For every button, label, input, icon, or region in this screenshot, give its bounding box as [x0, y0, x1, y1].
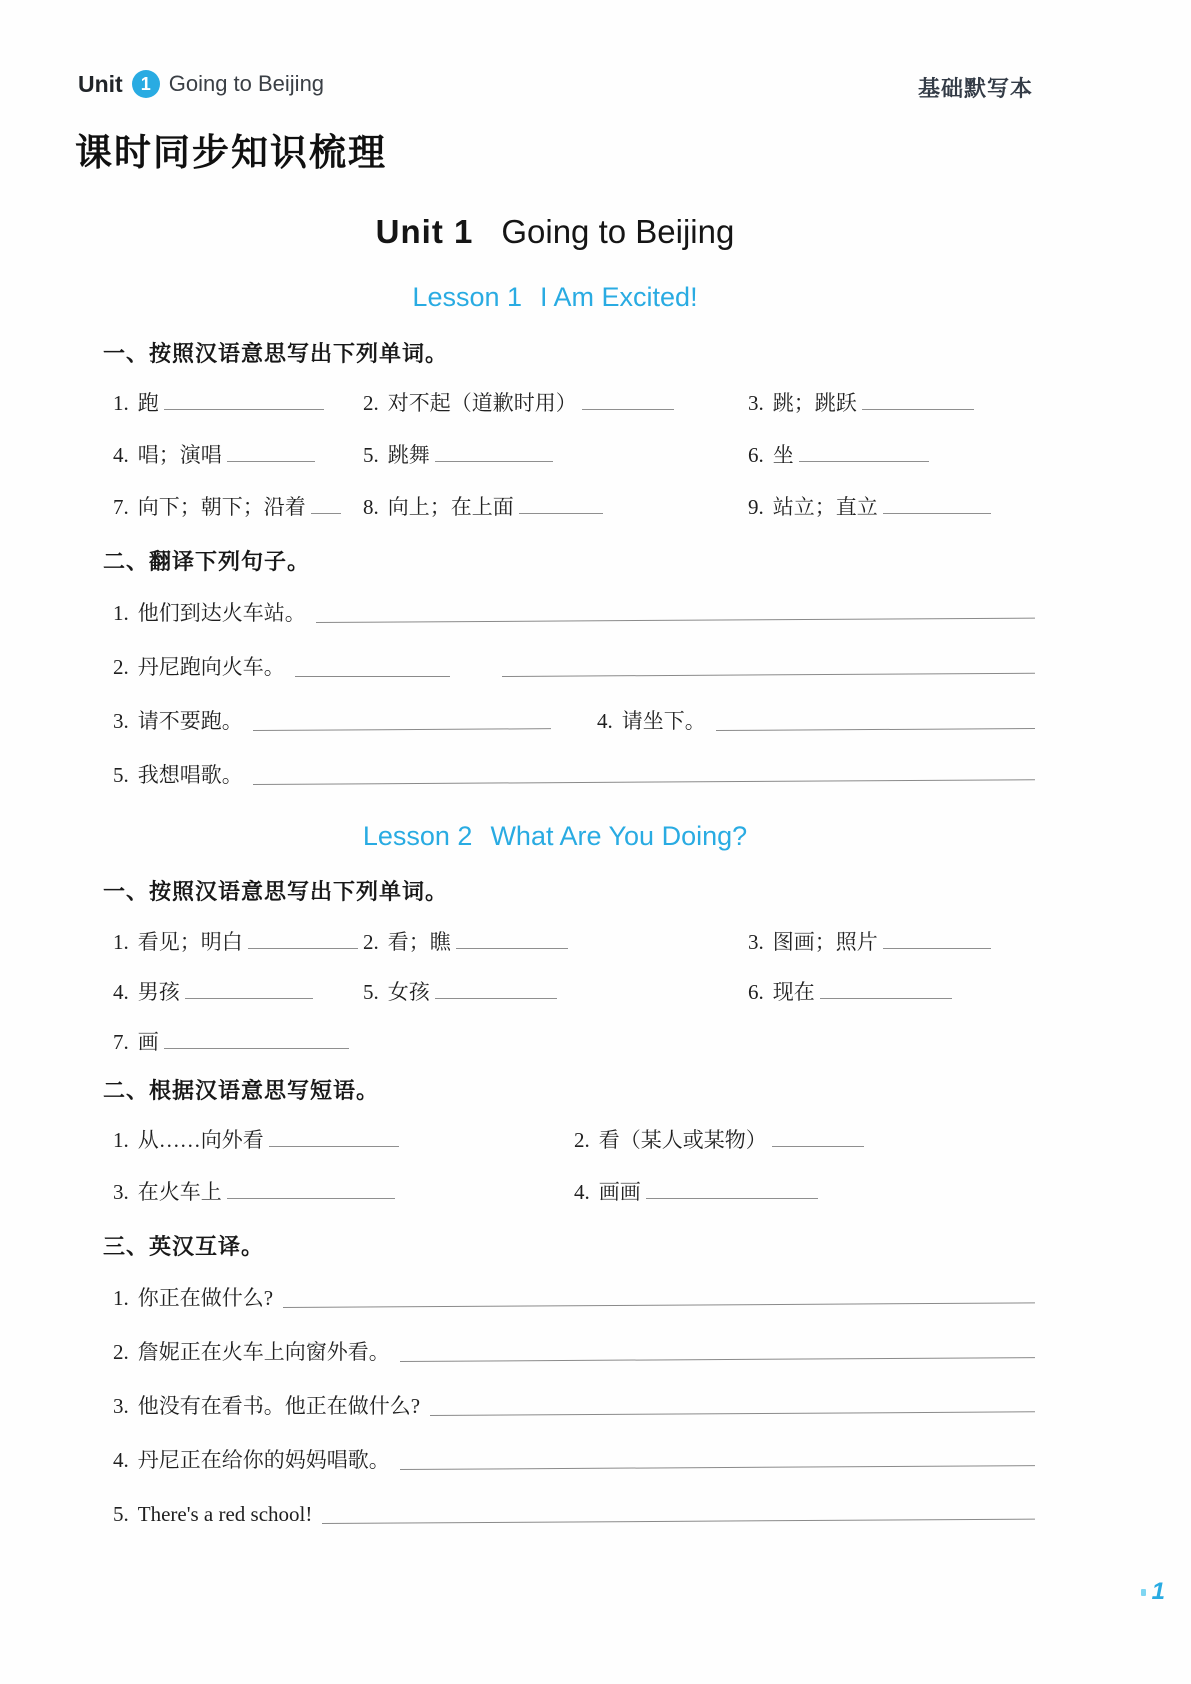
item-text: 看；瞧 — [387, 929, 451, 954]
item-text: 站立；直立 — [772, 494, 878, 519]
item-number: 4. — [113, 979, 129, 1004]
item-text: 向下；朝下；沿着 — [137, 494, 306, 519]
answer-blank — [435, 458, 553, 462]
answer-blank — [772, 1143, 864, 1147]
item-number: 1. — [113, 390, 129, 415]
item-number: 4. — [113, 442, 129, 467]
item-number: 2. — [363, 390, 379, 415]
item-number: 7. — [113, 1029, 129, 1054]
answer-line — [316, 615, 1035, 623]
unit-heading — [75, 212, 1035, 252]
lesson2-phrases-section-title: 二、根据汉语意思写短语。 — [103, 1077, 380, 1103]
item-number: 3. — [113, 1394, 129, 1418]
word-item — [748, 492, 1035, 522]
translate-item — [113, 1499, 1035, 1529]
item-text: 画 — [137, 1029, 159, 1054]
sentence-item — [597, 706, 1035, 736]
phrase-item — [113, 1125, 574, 1155]
item-text: 看（某人或某物） — [598, 1127, 767, 1152]
item-number: 1. — [113, 929, 129, 954]
item-number: 3. — [748, 929, 764, 954]
item-text: 看见；明白 — [137, 929, 243, 954]
phrase-item — [574, 1125, 1035, 1155]
lesson1-heading-title: I Am Excited! — [540, 282, 698, 313]
page-title: 课时同步知识梳理 — [75, 132, 387, 173]
item-number: 7. — [113, 494, 129, 519]
answer-line — [295, 673, 450, 677]
lesson1-words-section-title: 一、按照汉语意思写出下列单词。 — [103, 340, 449, 366]
item-number: 6. — [748, 979, 764, 1004]
item-number: 5. — [113, 1502, 129, 1526]
answer-blank — [820, 995, 952, 999]
answer-blank — [227, 458, 315, 462]
item-text: 跑 — [137, 390, 159, 415]
item-number: 2. — [363, 929, 379, 954]
answer-blank — [519, 510, 603, 514]
word-item — [363, 977, 748, 1007]
answer-line — [400, 1462, 1035, 1470]
answer-line — [253, 725, 551, 731]
item-text: 现在 — [772, 979, 815, 1004]
item-text: 图画；照片 — [772, 929, 878, 954]
word-item — [113, 388, 363, 418]
item-text: 男孩 — [137, 979, 180, 1004]
answer-blank — [456, 945, 568, 949]
word-item — [748, 388, 1035, 418]
item-text: 丹尼跑向火车。 — [137, 655, 285, 680]
answer-blank — [311, 510, 341, 514]
item-number: 2. — [574, 1127, 590, 1152]
item-text: 向上；在上面 — [387, 494, 514, 519]
answer-blank — [227, 1195, 395, 1199]
item-text: 坐 — [772, 442, 794, 467]
item-text: 从……向外看 — [137, 1127, 264, 1152]
worksheet-content — [75, 0, 1035, 1529]
item-text: 跳；跳跃 — [772, 390, 857, 415]
item-text: 跳舞 — [387, 442, 430, 467]
item-number: 1. — [113, 1127, 129, 1152]
item-number: 4. — [574, 1179, 590, 1204]
lesson1-word-list — [113, 388, 1035, 522]
sentence-item — [113, 706, 551, 736]
item-number: 3. — [113, 1179, 129, 1204]
lesson2-translate-section-title: 三、英汉互译。 — [103, 1233, 265, 1259]
header-unit-title: Going to Beijing — [168, 71, 325, 96]
item-number: 3. — [113, 709, 129, 734]
answer-line — [283, 1299, 1035, 1308]
item-text: 丹尼正在给你的妈妈唱歌。 — [137, 1448, 390, 1472]
item-number: 1. — [113, 601, 129, 626]
answer-blank — [435, 995, 557, 999]
lesson1-sentences-section-title: 二、翻译下列句子。 — [103, 548, 311, 574]
item-text: 请不要跑。 — [137, 709, 243, 734]
answer-line — [716, 725, 1035, 731]
answer-blank — [799, 458, 929, 462]
word-item — [363, 927, 748, 957]
page-number-value: 1 — [1151, 1578, 1165, 1605]
sentence-item — [113, 760, 1035, 790]
translate-item — [113, 1391, 1035, 1421]
item-text: 你正在做什么? — [137, 1286, 274, 1310]
word-item — [113, 492, 363, 522]
answer-line — [400, 1354, 1035, 1362]
item-text: 詹妮正在火车上向窗外看。 — [137, 1340, 390, 1364]
item-number: 2. — [113, 1340, 129, 1364]
answer-line — [253, 776, 1035, 785]
word-item — [748, 977, 1035, 1007]
lesson2-phrase-list — [113, 1125, 1035, 1207]
header-unit-label: Unit — [78, 70, 123, 97]
item-text: 唱；演唱 — [137, 442, 222, 467]
translate-item — [113, 1337, 1035, 1367]
answer-blank — [164, 1045, 349, 1049]
book-title: 基础默写本 — [917, 76, 1033, 101]
item-number: 1. — [113, 1286, 129, 1310]
lesson1-heading — [75, 281, 1035, 313]
item-number: 4. — [597, 709, 613, 734]
item-text: 我想唱歌。 — [137, 763, 243, 788]
translate-item — [113, 1445, 1035, 1475]
item-number: 8. — [363, 494, 379, 519]
word-item — [748, 440, 1035, 470]
word-item — [363, 492, 748, 522]
item-number: 9. — [748, 494, 764, 519]
lesson2-words-section-title: 一、按照汉语意思写出下列单词。 — [103, 879, 449, 905]
item-text: There's a red school! — [137, 1502, 313, 1526]
page-number — [1141, 1578, 1165, 1606]
answer-line — [430, 1408, 1035, 1416]
item-text: 他没有在看书。他正在做什么? — [137, 1394, 421, 1418]
lesson2-heading — [75, 820, 1035, 852]
item-number: 2. — [113, 655, 129, 680]
answer-line — [502, 670, 1035, 677]
word-item — [113, 440, 363, 470]
answer-line — [322, 1516, 1035, 1524]
answer-blank — [883, 945, 991, 949]
sentence-pair-row — [113, 706, 1035, 736]
item-text: 女孩 — [387, 979, 430, 1004]
unit-heading-title: Going to Beijing — [501, 212, 735, 250]
answer-blank — [248, 945, 358, 949]
lesson2-word-list — [113, 927, 1035, 1057]
phrase-item — [113, 1177, 574, 1207]
sentence-item — [113, 598, 1035, 628]
word-item — [113, 1027, 363, 1057]
item-number: 6. — [748, 442, 764, 467]
word-item — [748, 927, 1035, 957]
item-text: 在火车上 — [137, 1179, 222, 1204]
unit-number-badge: 1 — [132, 70, 160, 98]
item-text: 他们到达火车站。 — [137, 601, 306, 626]
word-item — [363, 440, 748, 470]
word-item — [113, 977, 363, 1007]
page-number-dot — [1141, 1589, 1146, 1596]
item-number: 5. — [363, 979, 379, 1004]
unit-heading-number: Unit 1 — [375, 212, 474, 250]
answer-blank — [185, 995, 313, 999]
word-item — [363, 388, 748, 418]
answer-blank — [164, 406, 324, 410]
lesson1-heading-number: Lesson 1 — [412, 282, 523, 313]
lesson2-heading-number: Lesson 2 — [362, 821, 473, 852]
phrase-item — [574, 1177, 1035, 1207]
sentence-item — [113, 652, 1035, 682]
item-text: 请坐下。 — [621, 709, 706, 734]
answer-blank — [582, 406, 674, 410]
lesson2-heading-title: What Are You Doing? — [490, 821, 748, 852]
item-number: 5. — [113, 763, 129, 788]
translate-item — [113, 1283, 1035, 1313]
answer-blank — [646, 1195, 818, 1199]
answer-blank — [862, 406, 974, 410]
item-text: 对不起（道歉时用） — [387, 390, 577, 415]
answer-blank — [883, 510, 991, 514]
answer-blank — [269, 1143, 399, 1147]
item-number: 4. — [113, 1448, 129, 1472]
item-number: 3. — [748, 390, 764, 415]
item-text: 画画 — [598, 1179, 641, 1204]
word-item — [113, 927, 363, 957]
item-number: 5. — [363, 442, 379, 467]
